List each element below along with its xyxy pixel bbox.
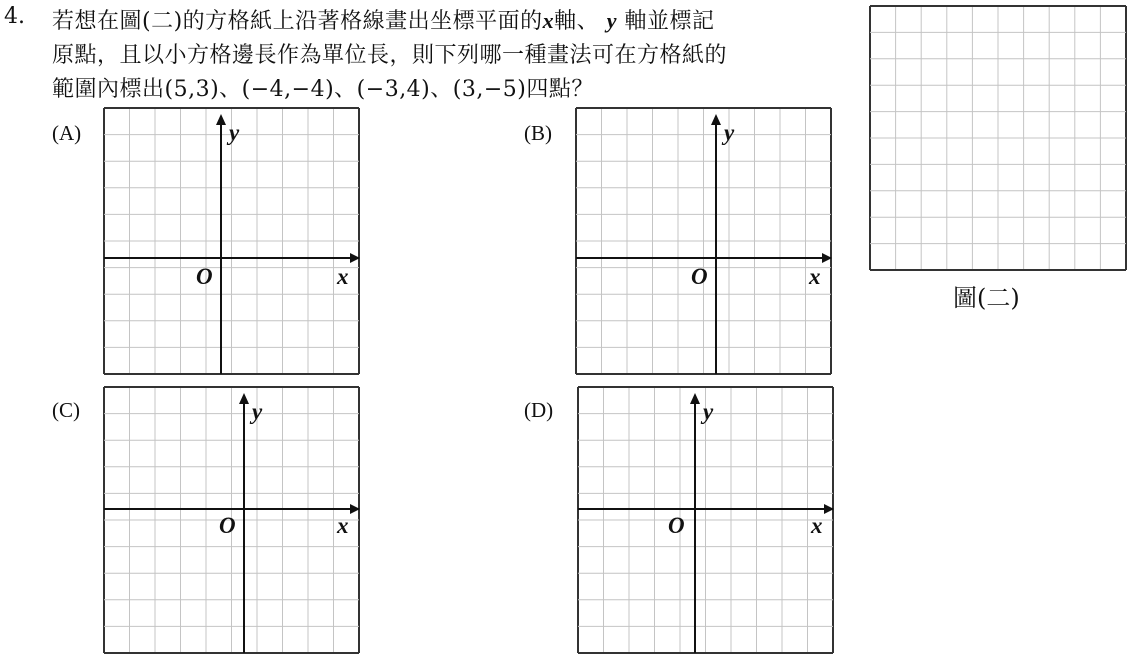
option-a-label[interactable]: (A) bbox=[52, 121, 82, 145]
question-text-line-1 bbox=[52, 4, 714, 35]
origin-label: O bbox=[691, 264, 708, 289]
x-axis-label: x bbox=[811, 513, 823, 538]
y-axis-label: y bbox=[703, 399, 714, 424]
question-text-line-3: 範圍內標出(5,3)、(−4,−4)、(−3,4)、(3,−5)四點？ bbox=[52, 77, 594, 102]
option-c-label[interactable]: (C) bbox=[52, 398, 80, 422]
option-b-label[interactable]: (B) bbox=[524, 121, 552, 145]
question-number: 4. bbox=[4, 4, 25, 29]
option-c-grid[interactable] bbox=[104, 387, 364, 657]
question-text-1b: 軸、 bbox=[554, 9, 600, 34]
option-d-label[interactable]: (D) bbox=[524, 398, 554, 422]
x-axis-label: x bbox=[809, 264, 821, 289]
y-axis-label: y bbox=[724, 120, 735, 145]
y-axis-arrow bbox=[216, 114, 226, 125]
origin-label: O bbox=[219, 513, 236, 538]
y-axis-arrow bbox=[239, 393, 249, 404]
figure-2-grid-paper bbox=[870, 6, 1130, 274]
y-axis-arrow bbox=[690, 393, 700, 404]
x-axis-label: x bbox=[337, 513, 349, 538]
figure-2-caption: 圖(二) bbox=[953, 284, 1020, 312]
option-b-grid[interactable] bbox=[576, 108, 836, 378]
x-variable: x bbox=[542, 8, 555, 33]
origin-label: O bbox=[196, 264, 213, 289]
option-a-grid[interactable] bbox=[104, 108, 364, 378]
option-d-grid[interactable] bbox=[578, 387, 838, 657]
x-axis-label: x bbox=[337, 264, 349, 289]
question-text-1a: 若想在圖(二)的方格紙上沿著格線畫出坐標平面的 bbox=[52, 9, 543, 34]
y-variable: y bbox=[606, 8, 617, 33]
question-text-line-2: 原點，且以小方格邊長作為單位長，則下列哪一種畫法可在方格紙的 bbox=[52, 43, 728, 68]
y-axis-arrow bbox=[711, 114, 721, 125]
origin-label: O bbox=[668, 513, 685, 538]
y-axis-label: y bbox=[229, 120, 240, 145]
y-axis-label: y bbox=[252, 399, 263, 424]
question-text-1c: 軸並標記 bbox=[624, 9, 715, 34]
